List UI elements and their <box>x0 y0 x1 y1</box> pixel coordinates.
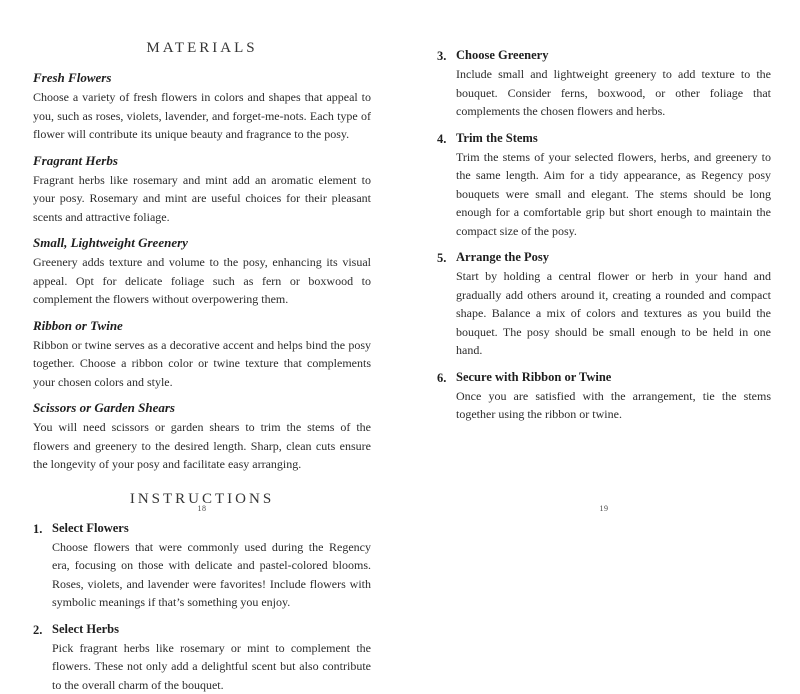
instruction-content <box>456 131 771 241</box>
instruction-content <box>52 622 371 694</box>
material-section <box>33 400 371 474</box>
instruction-item <box>437 370 771 424</box>
instruction-number: 5. <box>437 250 456 360</box>
instruction-number: 4. <box>437 131 456 241</box>
instruction-content <box>456 370 771 424</box>
instruction-number: 2. <box>33 622 52 694</box>
material-title: Scissors or Garden Shears <box>33 400 371 416</box>
instruction-content <box>52 521 371 612</box>
material-section <box>33 318 371 392</box>
materials-list <box>33 70 371 474</box>
page-number-left: 18 <box>33 504 371 513</box>
page-number-right: 19 <box>437 504 771 513</box>
instruction-body: Start by holding a central flower or herb in your hand and gradually add others around it, creating a rounded and compact shape. Balance a mix of colors and textures as you build the bouquet. The posy should be small enough to be held in one hand. <box>456 267 771 360</box>
material-body: Choose a variety of fresh flowers in colors and shapes that appeal to you, such as roses, violets, lavender, and forget-me-nots. Each type of flower will contribute its unique beauty and fragrance to the posy. <box>33 88 371 144</box>
material-body: Fragrant herbs like rosemary and mint add an aromatic element to your posy. Rosemary and mint are useful choices for their pleasant scents and attractive foliage. <box>33 171 371 227</box>
material-title: Fresh Flowers <box>33 70 371 86</box>
instruction-title: Arrange the Posy <box>456 250 771 265</box>
material-title: Fragrant Herbs <box>33 153 371 169</box>
materials-heading: MATERIALS <box>33 40 371 57</box>
instruction-content <box>456 48 771 121</box>
material-section <box>33 70 371 144</box>
page-right <box>400 0 800 533</box>
instructions-heading: INSTRUCTIONS <box>33 491 371 508</box>
material-title: Ribbon or Twine <box>33 318 371 334</box>
instruction-item <box>33 622 371 694</box>
instruction-body: Include small and lightweight greenery to add texture to the bouquet. Consider ferns, boxwood, or other foliage that complements the chosen flowers and herbs. <box>456 65 771 121</box>
instruction-number: 6. <box>437 370 456 424</box>
instruction-number: 3. <box>437 48 456 121</box>
instruction-item <box>437 250 771 360</box>
material-body: You will need scissors or garden shears to trim the stems of the flowers and greenery to the desired length. Sharp, clean cuts ensure the longevity of your posy and facilitate easy arranging. <box>33 418 371 474</box>
instruction-title: Choose Greenery <box>456 48 771 63</box>
material-body: Ribbon or twine serves as a decorative accent and helps bind the posy together. Choose a ribbon color or twine texture that complements your chosen colors and style. <box>33 336 371 392</box>
material-section <box>33 235 371 309</box>
instruction-item <box>33 521 371 612</box>
material-body: Greenery adds texture and volume to the posy, enhancing its visual appeal. Opt for delicate foliage such as fern or boxwood to complement the flowers without overpowering them. <box>33 253 371 309</box>
instruction-content <box>456 250 771 360</box>
instruction-item <box>437 48 771 121</box>
instruction-title: Secure with Ribbon or Twine <box>456 370 771 385</box>
material-section <box>33 153 371 227</box>
instruction-item <box>437 131 771 241</box>
instruction-number: 1. <box>33 521 52 612</box>
instructions-list-right <box>437 48 771 424</box>
instruction-body: Once you are satisfied with the arrangement, tie the stems together using the ribbon or twine. <box>456 387 771 424</box>
page-left <box>0 0 400 533</box>
instruction-title: Select Herbs <box>52 622 371 637</box>
instruction-title: Select Flowers <box>52 521 371 536</box>
instruction-body: Pick fragrant herbs like rosemary or mint to complement the flowers. These not only add a delightful scent but also contribute to the overall charm of the bouquet. <box>52 639 371 694</box>
instructions-list-left <box>33 521 371 694</box>
instruction-body: Choose flowers that were commonly used during the Regency era, focusing on those with delicate and pastel-colored blooms. Roses, violets, and lavender were favorites! Include flowers with symbolic meanings if that’s something you enjoy. <box>52 538 371 612</box>
instruction-body: Trim the stems of your selected flowers, herbs, and greenery to the same length. Aim for a tidy appearance, as Regency posy bouquets were small and elegant. The stems should be long enough for a comfortable grip but short enough to maintain the compact size of the posy. <box>456 148 771 241</box>
material-title: Small, Lightweight Greenery <box>33 235 371 251</box>
instruction-title: Trim the Stems <box>456 131 771 146</box>
